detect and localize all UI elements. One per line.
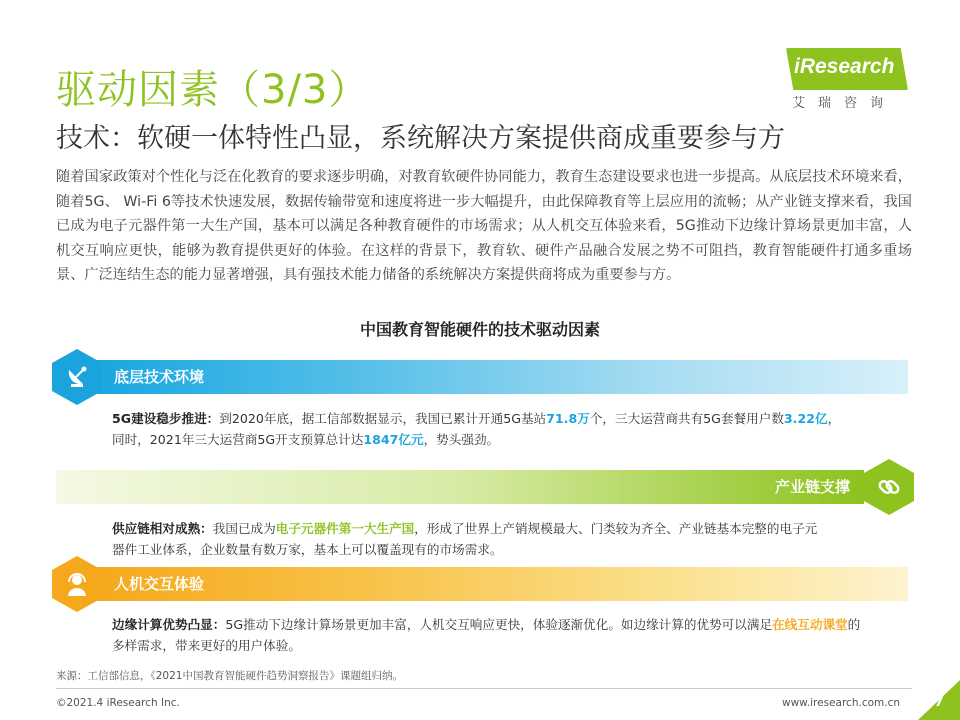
section-text-interaction [112,614,868,656]
text-run: 器件工业体系，企业数量有数万家，基本上可以覆盖现有的市场需求。 [112,542,503,557]
footer-divider [56,688,912,689]
website-link[interactable]: www.iresearch.com.cn [782,697,901,709]
text-run: 到2020年底，据工信部数据显示，我国已累计开通5G基站 [219,411,547,426]
highlight-online-classroom: 在线互动课堂 [772,617,848,632]
text-run: ， [827,411,841,426]
iresearch-logo [786,48,916,112]
text-run: 同时，2021年三大运营商5G开支预算总计达 [112,432,364,447]
highlight-5g-stations: 71.8万 [546,411,590,426]
user-headset-icon [52,556,102,612]
page-subtitle: 技术：软硬一体特性凸显，系统解决方案提供商成重要参与方 [56,123,785,154]
section-heading: 产业链支撑 [774,478,850,496]
text-run: 的多样需求，带来更好的用户体验。 [112,617,861,653]
section-lead: 边缘计算优势凸显： [112,617,226,632]
text-run: 5G推动下边缘计算场景更加丰富，人机交互响应更快，体验逐渐优化。如边缘计算的优势可以满足 [225,617,773,632]
text-run: 我国已成为 [212,521,276,536]
section-heading: 底层技术环境 [114,368,205,386]
text-run: 个，三大运营商共有5G套餐用户数 [589,411,784,426]
intro-paragraph: 随着国家政策对个性化与泛在化教育的要求逐步明确，对教育软硬件协同能力，教育生态建设要求也进一步提高。从底层技术环境来看，随着5G、 Wi-Fi 6等技术快速发展，数据传输带宽和速度将进一步大幅提升，由此保障教育等上层应用的流畅；从产业链支撑来看，我国已成为电子元器件第一大生产国，基本可以满足各种教育硬件的市场需求；从人机交互体验来看，5G推动下边缘计算场景更加丰富，人机交互响应更快，能够为教育提供更好的体验。在这样的背景下，教育软、硬件产品融合发展之势不可阻挡，教育智能硬件打通多重场景、广泛连结生态的能力显著增强，具有强技术能力储备的系统解决方案提供商将成为重要参与方。 [56,169,912,283]
logo-text: iResearch [794,55,895,78]
chain-link-icon [864,459,914,515]
section-band-supply-chain [56,470,864,504]
source-note: 来源：工信部信息，《2021中国教育智能硬件趋势洞察报告》课题组归纳。 [56,670,403,682]
highlight-5g-users: 3.22亿 [783,411,828,426]
page-number: 7 [934,694,944,710]
text-run: ，形成了世界上产销规模最大、门类较为齐全、产业链基本完整的电子元 [414,521,818,536]
logo-chinese-name: 艾瑞咨询 [792,96,897,111]
section-band-interaction [90,567,908,601]
text-run: ，势头强劲。 [423,432,500,447]
section-band-tech-environment [90,360,908,394]
satellite-dish-icon [52,349,102,405]
section-lead: 5G建设稳步推进： [112,411,220,426]
figure-title: 中国教育智能硬件的技术驱动因素 [359,320,600,339]
section-text-supply-chain [112,518,872,560]
section-lead: 供应链相对成熟： [112,521,213,536]
copyright: ©2021.4 iResearch Inc. [56,697,180,709]
highlight-largest-producer: 电子元器件第一大生产国 [275,521,415,536]
highlight-5g-budget: 1847亿元 [363,432,424,447]
page-title: 驱动因素（3/3） [56,67,370,113]
section-text-tech-environment [112,408,872,450]
section-heading: 人机交互体验 [114,575,205,593]
